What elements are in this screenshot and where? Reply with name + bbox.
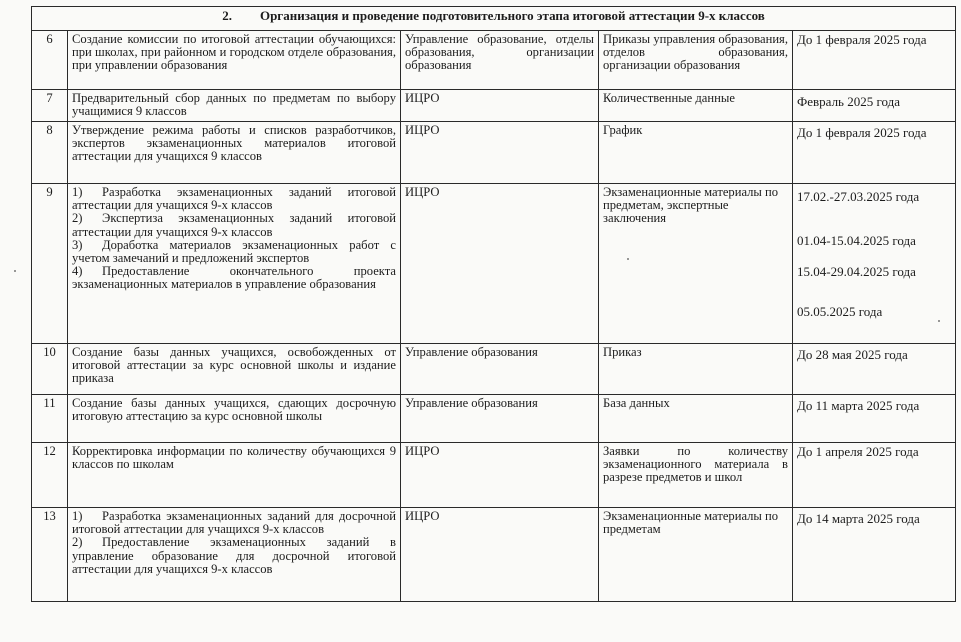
table-row — [32, 443, 956, 508]
section-title: Организация и проведение подготовительного этапа итоговой аттестации 9-х классов — [259, 8, 765, 23]
table-row — [32, 395, 956, 443]
activity-cell — [68, 184, 401, 344]
activity-subitem — [72, 536, 396, 576]
subitem-text: Предоставление окончательного проекта экзаменационных материалов в управление образования — [72, 264, 396, 292]
table-row — [32, 90, 956, 122]
responsible-cell: Управление образования — [401, 344, 599, 395]
subitem-number: 1) — [72, 185, 83, 199]
result-cell: График — [599, 122, 793, 184]
responsible-cell: Управление образование, отделы образования, организации образования — [401, 31, 599, 90]
activity-cell: Корректировка информации по количеству обучающихся 9 классов по школам — [68, 443, 401, 508]
activity-cell — [68, 508, 401, 602]
scan-speck — [627, 258, 629, 260]
activity-cell: Создание комиссии по итоговой аттестации обучающихся: при школах, при районном и городском отделе образования, при управлении образования — [68, 31, 401, 90]
row-number: 11 — [32, 395, 68, 443]
section-header-row — [32, 7, 956, 31]
deadline-cell — [793, 90, 956, 122]
deadline-text: Февраль 2025 года — [797, 94, 900, 109]
scan-speck — [14, 270, 16, 272]
table-row — [32, 184, 956, 344]
row-number: 10 — [32, 344, 68, 395]
responsible-cell: ИЦРО — [401, 122, 599, 184]
row-number: 9 — [32, 184, 68, 344]
responsible-cell: ИЦРО — [401, 90, 599, 122]
activity-cell: Предварительный сбор данных по предметам по выбору учащимися 9 классов — [68, 90, 401, 122]
row-number: 13 — [32, 508, 68, 602]
activity-plan-table — [31, 6, 956, 602]
deadline-line: 15.04-29.04.2025 года — [797, 264, 916, 279]
activity-subitem — [72, 212, 396, 238]
result-cell: Заявки по количеству экзаменационного материала в разрезе предметов и школ — [599, 443, 793, 508]
activity-cell: Создание базы данных учащихся, освобожденных от итоговой аттестации за курс основной школы и издание приказа — [68, 344, 401, 395]
section-number: 2. — [222, 8, 232, 23]
table-row — [32, 122, 956, 184]
activity-subitem — [72, 239, 396, 265]
activity-subitem — [72, 265, 396, 291]
table-row — [32, 508, 956, 602]
subitem-text: Экспертиза экзаменационных заданий итоговой аттестации для учащихся 9-х классов — [72, 211, 396, 239]
deadline-cell — [793, 122, 956, 184]
result-cell: База данных — [599, 395, 793, 443]
deadline-cell — [793, 508, 956, 602]
subitem-text: Разработка экзаменационных заданий для досрочной итоговой аттестации для учащихся 9-х классов — [72, 509, 396, 537]
deadline-text: До 28 мая 2025 года — [797, 347, 908, 362]
row-number: 12 — [32, 443, 68, 508]
section-title-cell — [32, 7, 956, 31]
deadline-cell — [793, 395, 956, 443]
deadline-line: 05.05.2025 года — [797, 304, 883, 319]
deadline-line: 01.04-15.04.2025 года — [797, 233, 916, 248]
deadline-cell: До 1 февраля 2025 года — [793, 31, 956, 90]
row-number: 7 — [32, 90, 68, 122]
scan-speck — [938, 320, 940, 322]
table-row — [32, 344, 956, 395]
deadline-text: До 14 марта 2025 года — [797, 511, 920, 526]
responsible-cell: ИЦРО — [401, 508, 599, 602]
result-cell: Количественные данные — [599, 90, 793, 122]
subitem-number: 3) — [72, 237, 83, 252]
subitem-text: Предоставление экзаменационных заданий в управление образование для досрочной итоговой аттестации для учащихся 9-х классов — [72, 535, 396, 576]
subitem-number: 1) — [72, 509, 83, 523]
activity-cell: Создание базы данных учащихся, сдающих досрочную итоговую аттестацию за курс основной школы — [68, 395, 401, 443]
activity-subitem — [72, 510, 396, 536]
activity-subitem — [72, 186, 396, 212]
subitem-text: Доработка материалов экзаменационных работ с учетом замечаний и предложений экспертов — [72, 237, 396, 266]
subitem-number: 2) — [72, 211, 83, 226]
deadline-text: До 1 февраля 2025 года — [797, 125, 927, 140]
row-number: 8 — [32, 122, 68, 184]
table-row — [32, 31, 956, 90]
deadline-cell — [793, 344, 956, 395]
subitem-text: Разработка экзаменационных заданий итоговой аттестации для учащихся 9-х классов — [72, 185, 396, 213]
row-number: 6 — [32, 31, 68, 90]
responsible-cell: ИЦРО — [401, 184, 599, 344]
result-cell: Экзаменационные материалы по предметам — [599, 508, 793, 602]
subitem-number: 2) — [72, 535, 83, 550]
result-cell: Приказ — [599, 344, 793, 395]
result-cell: Экзаменационные материалы по предметам, экспертные заключения — [599, 184, 793, 344]
responsible-cell: ИЦРО — [401, 443, 599, 508]
deadline-text: До 11 марта 2025 года — [797, 398, 920, 413]
responsible-cell: Управление образования — [401, 395, 599, 443]
deadline-cell: До 1 апреля 2025 года — [793, 443, 956, 508]
subitem-number: 4) — [72, 264, 83, 279]
deadline-line: 17.02.-27.03.2025 года — [797, 189, 920, 204]
result-cell: Приказы управления образования, отделов образования, организации образования — [599, 31, 793, 90]
activity-cell: Утверждение режима работы и списков разработчиков, экспертов экзаменационных материалов итоговой аттестации для учащихся 9 классов — [68, 122, 401, 184]
deadline-cell — [793, 184, 956, 344]
